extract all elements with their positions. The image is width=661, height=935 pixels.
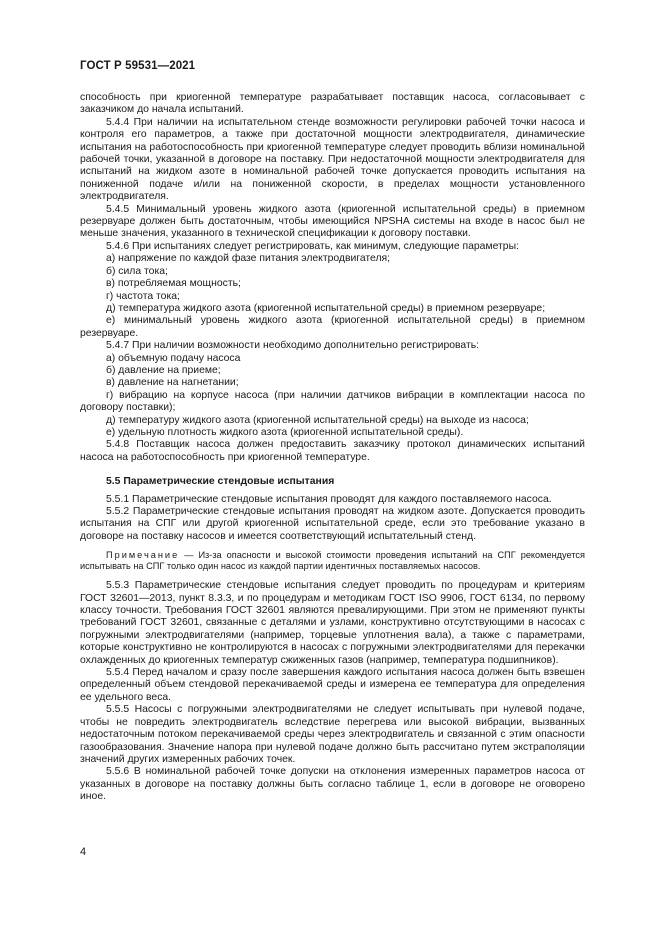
list-item: в) давление на нагнетании; xyxy=(106,377,239,389)
paragraph-5-5-6: 5.5.6 В номинальной рабочей точке допуски на отклонения измеренных параметров насоса от указанных в договоре на поставку должны быть согласно таблице 1, если в договоре не оговорено иное. xyxy=(80,766,585,803)
list-item: г) частота тока; xyxy=(106,290,180,302)
list-item: а) объемную подачу насоса xyxy=(106,352,241,364)
document-header: ГОСТ Р 59531—2021 xyxy=(80,60,196,72)
paragraph-5-4-8: 5.4.8 Поставщик насоса должен предоставить заказчику протокол динамических испытаний насоса на работоспособность при криогенной температуре. xyxy=(80,439,585,463)
paragraph-5-5-4: 5.5.4 Перед началом и сразу после завершения каждого испытания насоса должен быть взвешен определенный объем стендовой перекачиваемой среды и измерена ее температура для определения ее удельного веса. xyxy=(80,667,585,703)
paragraph-5-5-5: 5.5.5 Насосы с погружными электродвигателями не следует испытывать при нулевой подаче, чтобы не повредить электродвигатель вследствие перегрева или высокой вибрации, вызванных недостаточным потоком перекачиваемой среды через электродвигатель и связанной с этим опасности газообразования. Значение напора при нулевой подаче должно быть рассчитано путем экстраполяции значений других измеренных рабочих точек. xyxy=(80,704,585,765)
document-body xyxy=(80,92,585,804)
paragraph-5-4-6: 5.4.6 При испытаниях следует регистрировать, как минимум, следующие параметры: xyxy=(106,240,519,252)
page-number: 4 xyxy=(80,846,87,858)
list-item: б) сила тока; xyxy=(106,265,168,277)
list-item: е) минимальный уровень жидкого азота (криогенной испытательной среды) в приемном резервуаре. xyxy=(80,315,585,339)
list-item: б) давление на приеме; xyxy=(106,364,221,376)
note xyxy=(80,550,585,572)
paragraph-5-5-1: 5.5.1 Параметрические стендовые испытания проводят для каждого поставляемого насоса. xyxy=(106,493,552,505)
list-item: д) температура жидкого азота (криогенной испытательной среды) в приемном резервуаре; xyxy=(106,302,546,314)
paragraph-5-4-7: 5.4.7 При наличии возможности необходимо дополнительно регистрировать: xyxy=(106,340,480,352)
list-item: г) вибрацию на корпусе насоса (при наличии датчиков вибрации в комплектации насоса по договору поставки); xyxy=(80,389,585,414)
note-text: — Из-за опасности и высокой стоимости проведения испытаний на СПГ рекомендуется испытывать на СПГ только один насос из каждой партии идентичных поставляемых насосов. xyxy=(80,550,585,572)
paragraph: способность при криогенной температуре разрабатывает поставщик насоса, согласовывает с заказчиком до начала испытаний. xyxy=(80,92,585,116)
paragraph-5-4-4: 5.4.4 При наличии на испытательном стенде возможности регулировки рабочей точки насоса и контроля его параметров, а также при достаточной мощности электродвигателя, динамические испытания на работоспособность при криогенной температуре следует проводить вблизи номинальной рабочей точки, указанной в договоре на поставку. При недостаточной мощности электродвигателя для испытаний на жидком азоте в номинальной рабочей точке допускается проводить испытания на пониженной подаче и/или на пониженной скорости, в пределах мощности установленного электродвигателя. xyxy=(80,116,585,203)
paragraph-5-5-2: 5.5.2 Параметрические стендовые испытания проводят на жидком азоте. Допускается проводить испытания на СПГ или другой криогенной испытательной среде, если это требование указано в договоре на поставку насосов и имеется соответствующий испытательный стенд. xyxy=(80,506,585,542)
list-item: в) потребляемая мощность; xyxy=(106,278,241,290)
list-item: д) температуру жидкого азота (криогенной испытательной среды) на выходе из насоса; xyxy=(106,414,529,426)
section-heading: 5.5 Параметрические стендовые испытания xyxy=(106,476,335,488)
paragraph-5-4-5: 5.4.5 Минимальный уровень жидкого азота (криогенной испытательной среды) в приемном резервуаре должен быть достаточным, чтобы имеющийся NPSHA системы на входе в насос был не меньше значения, указанного в технической спецификации к договору поставки. xyxy=(80,203,585,240)
list-item: е) удельную плотность жидкого азота (криогенной испытательной среды). xyxy=(106,426,464,438)
list-item: а) напряжение по каждой фазе питания электродвигателя; xyxy=(106,253,391,265)
paragraph-5-5-3: 5.5.3 Параметрические стендовые испытания следует проводить по процедурам и критериям ГОСТ 32601—2013, пункт 8.3.3, и по процедурам и методикам ГОСТ ISO 9906, ГОСТ 6134, по первому классу точности. Требования ГОСТ 32601 являются превалирующими. При этом не применяют пункты требований ГОСТ 32601, связанные с деталями и узлами, конструктивно отсутствующими в насосах с погружными электродвигателями (например, торцевые уплотнения вала), а также с параметрами, которые конструктивно не контролируются в насосах с погружными электродвигателями для перекачки охлажденных до криогенных температур сжиженных газов (например, температура подшипников). xyxy=(80,580,585,666)
note-label: Примечание xyxy=(106,550,180,561)
